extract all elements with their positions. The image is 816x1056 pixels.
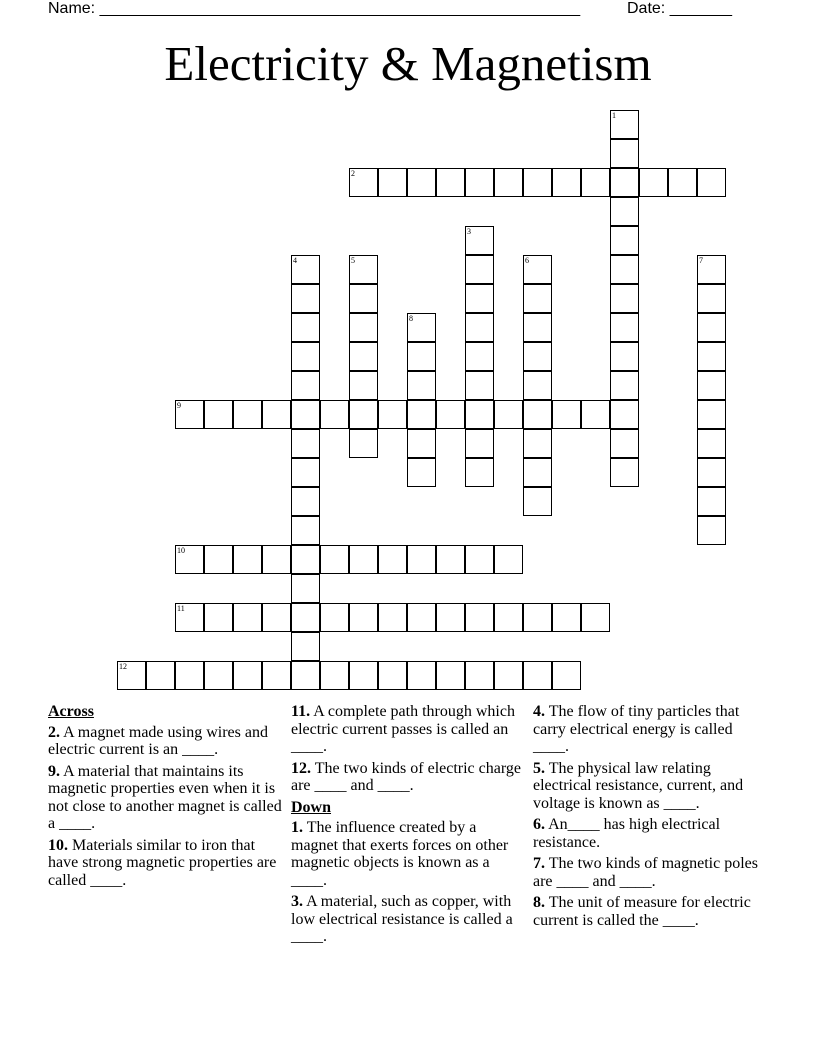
grid-cell[interactable] [610, 313, 639, 342]
grid-cell[interactable] [697, 516, 726, 545]
down-heading: Down [291, 798, 332, 816]
grid-cell[interactable] [349, 400, 378, 429]
clue-number-label: 3 [467, 227, 471, 236]
grid-cell[interactable] [291, 371, 320, 400]
grid-cell[interactable] [436, 603, 465, 632]
clue-number: 8. [533, 894, 545, 911]
grid-cell[interactable] [233, 661, 262, 690]
grid-cell[interactable] [639, 168, 668, 197]
grid-cell[interactable] [349, 371, 378, 400]
grid-cell[interactable] [494, 603, 523, 632]
grid-cell[interactable] [291, 487, 320, 516]
grid-cell[interactable] [204, 400, 233, 429]
grid-cell[interactable] [610, 139, 639, 168]
grid-cell[interactable] [349, 284, 378, 313]
grid-cell[interactable] [291, 342, 320, 371]
clue-number: 5. [533, 759, 545, 777]
grid-cell[interactable] [465, 458, 494, 487]
grid-cell[interactable] [494, 545, 523, 574]
name-field-label: Name: ______________________________________________________ [48, 0, 581, 17]
page-title: Electricity & Magnetism [164, 36, 652, 91]
grid-cell[interactable] [349, 661, 378, 690]
grid-cell[interactable] [465, 313, 494, 342]
grid-cell[interactable] [291, 400, 320, 429]
grid-cell[interactable] [349, 429, 378, 458]
grid-cell[interactable] [523, 342, 552, 371]
clue-number: 1. [291, 819, 303, 836]
grid-cell[interactable] [407, 342, 436, 371]
clue-number-label: 7 [699, 256, 703, 265]
clue-number: 6. [533, 816, 545, 833]
grid-cell[interactable] [465, 168, 494, 197]
grid-cell[interactable] [697, 313, 726, 342]
grid-cell[interactable] [523, 458, 552, 487]
clue-number-label: 9 [177, 401, 181, 410]
clue-text: A complete path through which electric current passes is called an ____. [291, 703, 515, 755]
grid-cell[interactable] [523, 603, 552, 632]
grid-cell[interactable] [697, 284, 726, 313]
grid-cell[interactable] [262, 545, 291, 574]
clue-across-11 [291, 703, 526, 756]
grid-cell[interactable] [291, 313, 320, 342]
clue-number-label: 2 [351, 169, 355, 178]
clue-text: A material that maintains its magnetic properties even when it is not close to another magnet is called a ____. [48, 762, 282, 832]
grid-cell[interactable] [523, 255, 552, 284]
grid-cell[interactable] [610, 371, 639, 400]
grid-cell[interactable] [610, 458, 639, 487]
clue-down-7 [533, 855, 768, 890]
grid-cell[interactable] [204, 603, 233, 632]
grid-cell[interactable] [610, 168, 639, 197]
grid-cell[interactable] [291, 429, 320, 458]
grid-cell[interactable] [494, 661, 523, 690]
grid-cell[interactable] [697, 342, 726, 371]
grid-cell[interactable] [697, 429, 726, 458]
grid-cell[interactable] [378, 400, 407, 429]
clue-text: An____ has high electrical resistance. [533, 816, 721, 851]
grid-cell[interactable] [697, 400, 726, 429]
grid-cell[interactable] [465, 603, 494, 632]
clue-column-3 [533, 703, 768, 933]
grid-cell[interactable] [436, 168, 465, 197]
grid-cell[interactable] [291, 458, 320, 487]
grid-cell[interactable] [610, 197, 639, 226]
grid-cell[interactable] [552, 168, 581, 197]
grid-cell[interactable] [378, 661, 407, 690]
clue-number: 10. [48, 836, 68, 854]
clue-number-label: 8 [409, 314, 413, 323]
grid-cell[interactable] [523, 313, 552, 342]
grid-cell[interactable] [233, 400, 262, 429]
grid-cell[interactable] [407, 168, 436, 197]
grid-cell[interactable] [204, 545, 233, 574]
grid-cell[interactable] [291, 632, 320, 661]
grid-cell[interactable] [436, 400, 465, 429]
grid-cell[interactable] [610, 226, 639, 255]
grid-cell[interactable] [581, 168, 610, 197]
grid-cell[interactable] [465, 371, 494, 400]
clue-down-5 [533, 760, 768, 813]
grid-cell[interactable] [436, 661, 465, 690]
grid-cell[interactable] [146, 661, 175, 690]
grid-cell[interactable] [233, 603, 262, 632]
grid-cell[interactable] [523, 284, 552, 313]
grid-cell[interactable] [233, 545, 262, 574]
grid-cell[interactable] [465, 226, 494, 255]
grid-cell[interactable] [465, 284, 494, 313]
grid-cell[interactable] [349, 545, 378, 574]
clue-number: 11. [291, 703, 311, 720]
grid-cell[interactable] [552, 661, 581, 690]
grid-cell[interactable] [465, 661, 494, 690]
grid-cell[interactable] [523, 487, 552, 516]
grid-cell[interactable] [610, 110, 639, 139]
grid-cell[interactable] [349, 255, 378, 284]
grid-cell[interactable] [407, 313, 436, 342]
grid-cell[interactable] [523, 400, 552, 429]
clue-down-3 [291, 893, 526, 946]
grid-cell[interactable] [610, 342, 639, 371]
grid-cell[interactable] [697, 371, 726, 400]
grid-cell[interactable] [697, 255, 726, 284]
clue-down-8 [533, 894, 768, 929]
grid-cell[interactable] [465, 429, 494, 458]
grid-cell[interactable] [697, 168, 726, 197]
grid-cell[interactable] [378, 603, 407, 632]
clue-text: The two kinds of magnetic poles are ____ and ____. [533, 855, 758, 890]
clue-number-label: 10 [177, 546, 185, 555]
grid-cell[interactable] [175, 603, 204, 632]
grid-cell[interactable] [465, 342, 494, 371]
clue-across-2 [48, 724, 283, 759]
grid-cell[interactable] [697, 458, 726, 487]
clue-number-label: 6 [525, 256, 529, 265]
grid-cell[interactable] [291, 545, 320, 574]
grid-cell[interactable] [610, 429, 639, 458]
clue-number-label: 5 [351, 256, 355, 265]
grid-cell[interactable] [320, 661, 349, 690]
grid-cell[interactable] [291, 255, 320, 284]
clue-text: The physical law relating electrical resistance, current, and voltage is known as ____. [533, 759, 744, 812]
clue-number-label: 4 [293, 256, 297, 265]
grid-cell[interactable] [523, 371, 552, 400]
clue-number-label: 1 [612, 111, 616, 120]
clue-number: 3. [291, 893, 303, 910]
grid-cell[interactable] [349, 342, 378, 371]
grid-cell[interactable] [320, 545, 349, 574]
grid-cell[interactable] [378, 168, 407, 197]
clue-number-label: 11 [177, 604, 185, 613]
grid-cell[interactable] [349, 313, 378, 342]
grid-cell[interactable] [465, 400, 494, 429]
grid-cell[interactable] [407, 545, 436, 574]
grid-cell[interactable] [204, 661, 233, 690]
grid-cell[interactable] [407, 400, 436, 429]
grid-cell[interactable] [291, 661, 320, 690]
grid-cell[interactable] [610, 255, 639, 284]
grid-cell[interactable] [465, 255, 494, 284]
clue-across-12 [291, 760, 526, 795]
clue-number: 4. [533, 703, 545, 720]
grid-cell[interactable] [610, 400, 639, 429]
grid-cell[interactable] [407, 458, 436, 487]
grid-cell[interactable] [378, 545, 407, 574]
grid-cell[interactable] [465, 545, 494, 574]
clue-column-2 [291, 703, 526, 950]
grid-cell[interactable] [552, 400, 581, 429]
clue-down-1 [291, 819, 526, 889]
grid-cell[interactable] [175, 545, 204, 574]
grid-cell[interactable] [407, 661, 436, 690]
clue-text: The unit of measure for electric current is called the ____. [533, 894, 751, 929]
grid-cell[interactable] [407, 371, 436, 400]
grid-cell[interactable] [291, 516, 320, 545]
grid-cell[interactable] [117, 661, 146, 690]
clue-text: The flow of tiny particles that carry electrical energy is called ____. [533, 703, 740, 755]
across-heading: Across [48, 703, 94, 720]
grid-cell[interactable] [494, 168, 523, 197]
grid-cell[interactable] [610, 284, 639, 313]
grid-cell[interactable] [436, 545, 465, 574]
clue-down-6 [533, 816, 768, 851]
grid-cell[interactable] [320, 400, 349, 429]
clue-across-9 [48, 763, 283, 833]
grid-cell[interactable] [494, 400, 523, 429]
clue-text: A magnet made using wires and electric current is an ____. [48, 723, 268, 758]
clue-number: 2. [48, 723, 60, 741]
clue-text: The influence created by a magnet that exerts forces on other magnetic objects is known as a ____. [291, 819, 509, 889]
grid-cell[interactable] [407, 603, 436, 632]
grid-cell[interactable] [407, 429, 436, 458]
grid-cell[interactable] [175, 661, 204, 690]
grid-cell[interactable] [668, 168, 697, 197]
grid-cell[interactable] [552, 603, 581, 632]
grid-cell[interactable] [697, 487, 726, 516]
grid-cell[interactable] [349, 603, 378, 632]
clue-number-label: 12 [119, 662, 127, 671]
grid-cell[interactable] [581, 400, 610, 429]
date-field-label: Date: _______ [627, 0, 732, 17]
grid-cell[interactable] [523, 429, 552, 458]
clue-down-4 [533, 703, 768, 756]
grid-cell[interactable] [320, 603, 349, 632]
grid-cell[interactable] [523, 168, 552, 197]
clue-number: 12. [291, 759, 311, 777]
grid-cell[interactable] [262, 661, 291, 690]
grid-cell[interactable] [523, 661, 552, 690]
grid-cell[interactable] [291, 603, 320, 632]
grid-cell[interactable] [262, 603, 291, 632]
clue-number: 9. [48, 762, 60, 780]
grid-cell[interactable] [262, 400, 291, 429]
clue-across-10 [48, 837, 283, 890]
grid-cell[interactable] [349, 168, 378, 197]
clue-number: 7. [533, 855, 545, 872]
clue-text: The two kinds of electric charge are ____ and ____. [291, 759, 521, 794]
clue-text: Materials similar to iron that have strong magnetic properties are called ____. [48, 836, 277, 889]
grid-cell[interactable] [291, 574, 320, 603]
clue-text: A material, such as copper, with low electrical resistance is called a ____. [291, 893, 513, 945]
grid-cell[interactable] [175, 400, 204, 429]
clue-column-1 [48, 703, 283, 893]
grid-cell[interactable] [291, 284, 320, 313]
grid-cell[interactable] [581, 603, 610, 632]
